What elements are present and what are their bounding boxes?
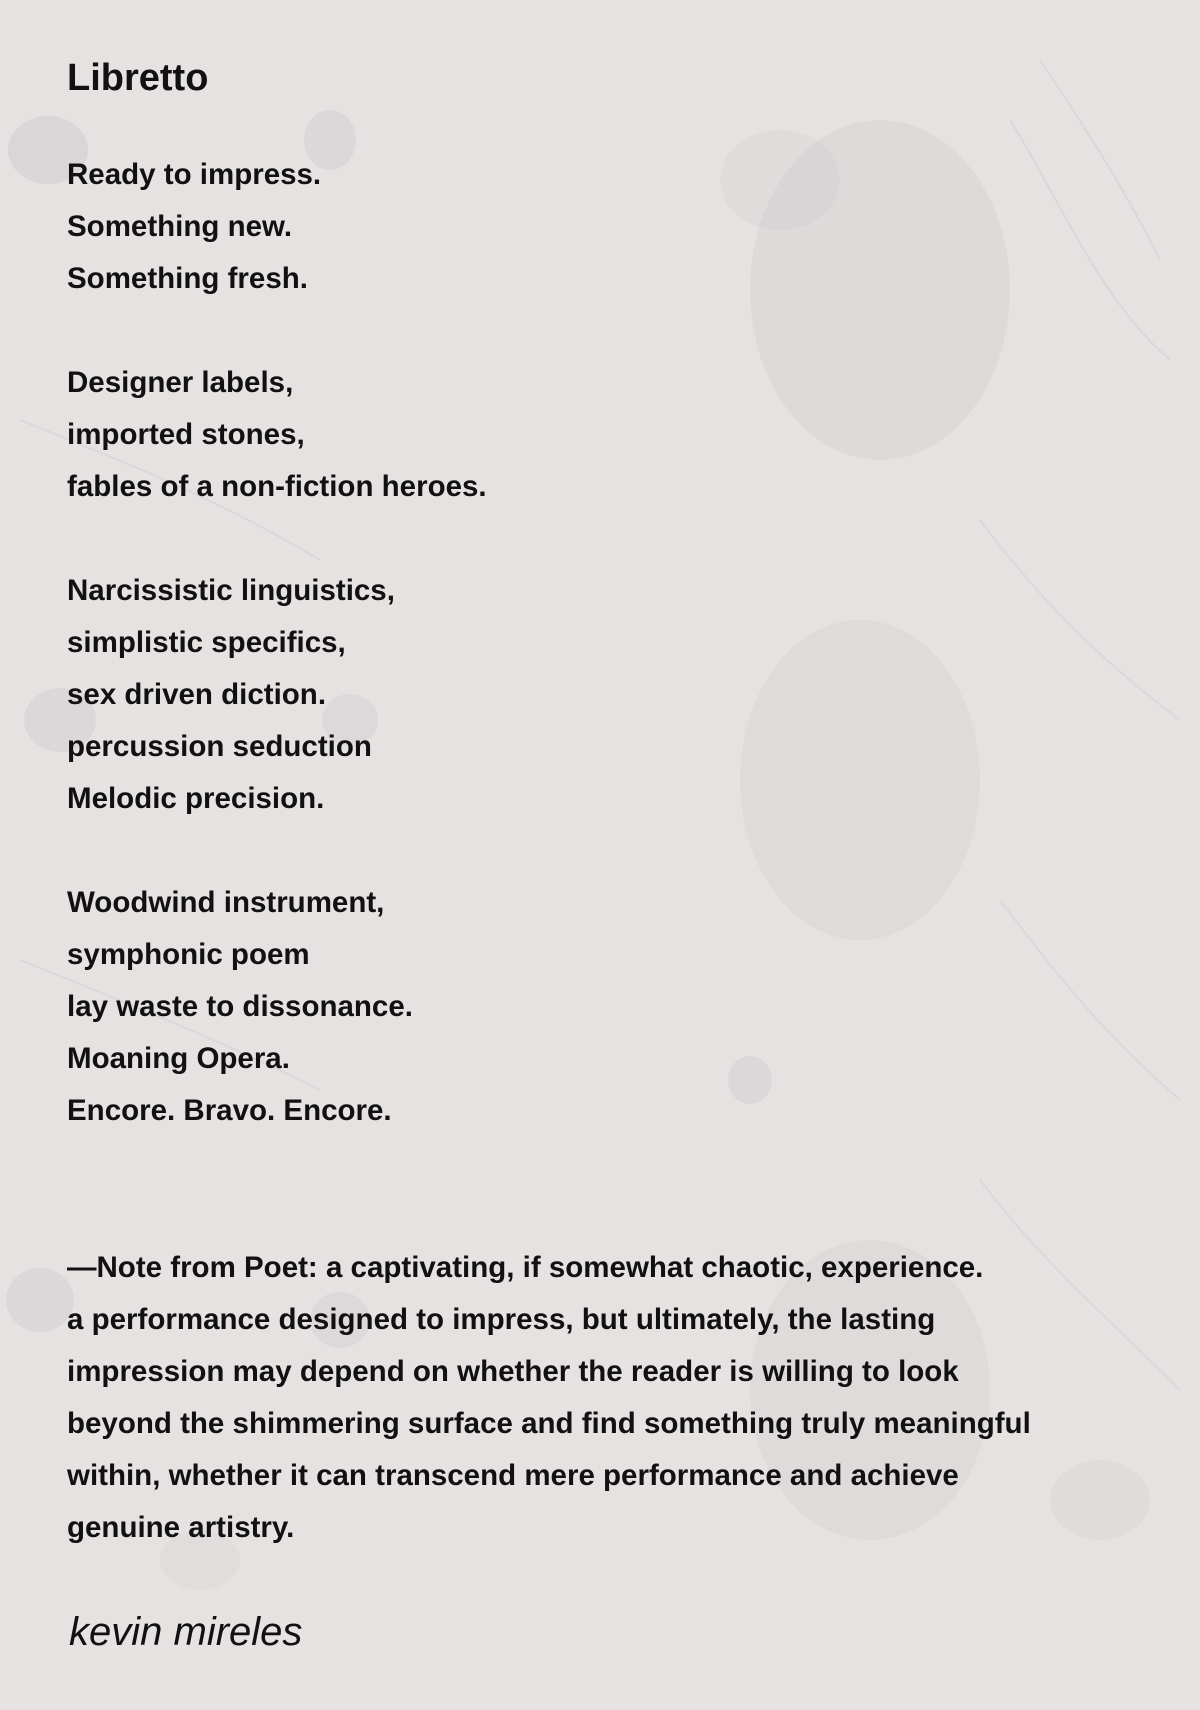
poem-line: fables of a non-fiction heroes. (67, 470, 487, 503)
poem-line: lay waste to dissonance. (67, 990, 413, 1023)
poem-line: Ready to impress. (67, 158, 322, 191)
note-line: genuine artistry. (67, 1511, 295, 1544)
poem-body (67, 149, 1147, 1189)
poem-line: Moaning Opera. (67, 1042, 290, 1075)
poem-line: Designer labels, (67, 366, 294, 399)
poem-line: simplistic specifics, (67, 626, 346, 659)
poem-line: percussion seduction (67, 730, 372, 763)
poem-line: Melodic precision. (67, 782, 325, 815)
note-line: —Note from Poet: a captivating, if somewhat chaotic, experience. (67, 1251, 984, 1284)
poem-line: sex driven diction. (67, 678, 327, 711)
stanza-3 (67, 565, 1147, 825)
note-line: beyond the shimmering surface and find something truly meaningful (67, 1407, 1031, 1440)
stanza-4 (67, 877, 1147, 1137)
poem-line: Woodwind instrument, (67, 886, 385, 919)
poem-line: imported stones, (67, 418, 305, 451)
note-line: within, whether it can transcend mere performance and achieve (67, 1459, 959, 1492)
poem-title: Libretto (67, 57, 209, 99)
poet-note (67, 1242, 1147, 1554)
note-line: a performance designed to impress, but ultimately, the lasting (67, 1303, 936, 1336)
poem-line: Narcissistic linguistics, (67, 574, 395, 607)
poem-line: symphonic poem (67, 938, 310, 971)
author-name: kevin mireles (69, 1610, 303, 1654)
poem-line: Something fresh. (67, 262, 308, 295)
note-line: impression may depend on whether the reader is willing to look (67, 1355, 959, 1388)
poem-line: Something new. (67, 210, 293, 243)
poem-line: Encore. Bravo. Encore. (67, 1094, 392, 1127)
stanza-1 (67, 149, 1147, 305)
stanza-2 (67, 357, 1147, 513)
